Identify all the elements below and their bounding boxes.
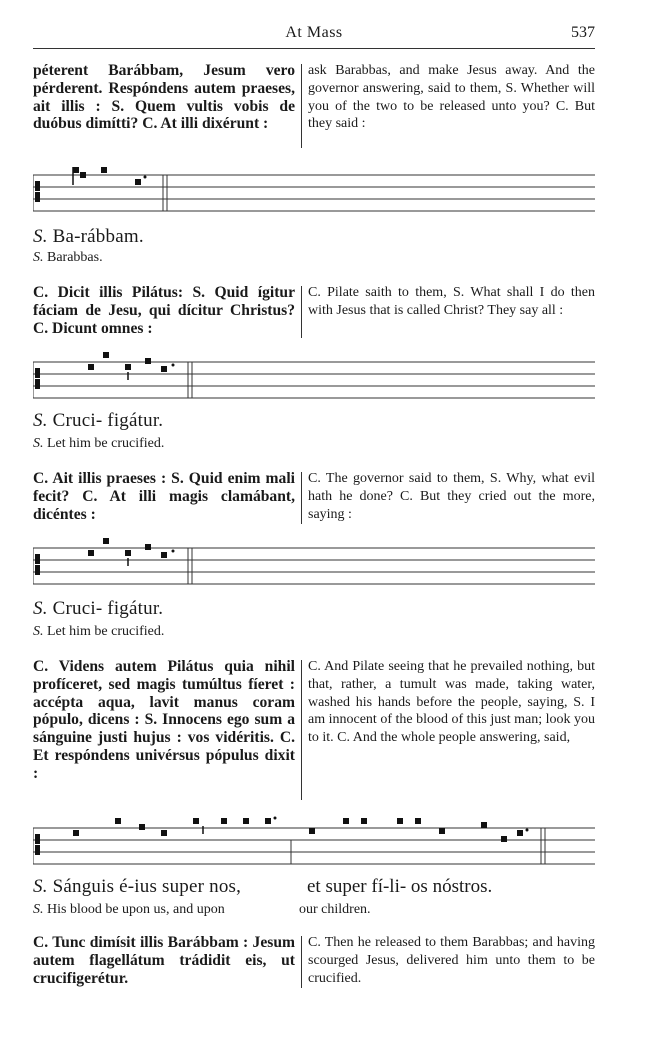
latin-text: C. Tunc dimísit illis Barábbam : Jesum autem flagellátum trádidit eis, ut crucifigerétur.: [33, 934, 295, 987]
page-header: [33, 22, 595, 49]
column-divider: [301, 936, 302, 988]
chant-translation-4: [33, 902, 225, 918]
latin-text: C. Dicit illis Pilátus: S. Quid ígitur fáciam de Jesu, qui dícitur Christus? C. Dicunt omnes :: [33, 284, 295, 337]
latin-column: [33, 284, 295, 337]
chant-translation-1: [33, 250, 103, 266]
english-column: [308, 470, 595, 523]
speaker-mark: S.: [33, 876, 48, 897]
sung-words: Cruci- figátur.: [52, 410, 164, 431]
chant-staff-1: [33, 165, 595, 215]
text-section-4: [33, 658, 595, 804]
chant-translation-4-continued: [299, 902, 371, 918]
translation-words: Barabbas.: [47, 250, 103, 265]
english-text: ask Barabbas, and make Jesus away. And the governor answering, said to them, S. Whether will you of the two to be released unto you? C. But they said :: [308, 63, 595, 132]
speaker-mark: S.: [33, 436, 44, 451]
chant-staff-2: [33, 350, 595, 402]
latin-column: [33, 658, 295, 783]
chant-translation-2: [33, 436, 164, 452]
speaker-mark: S.: [33, 624, 44, 639]
english-column: [308, 284, 595, 320]
running-title: At Mass: [285, 24, 343, 41]
column-divider: [301, 64, 302, 148]
latin-text: C. Videns autem Pilátus quia nihil profíceret, sed magis tumúltus fíeret : accépta aqua, lavit manus coram pópulo, dicens : S. Innocens ego sum a sánguine justi hujus : vos vidéritis. C. Et respóndens univérsus pópulus dixit :: [33, 658, 295, 782]
sung-words: Cruci- figátur.: [52, 598, 164, 619]
text-section-5: [33, 934, 595, 990]
english-text: C. Pilate saith to them, S. What shall I do then with Jesus that is called Christ? They say all :: [308, 285, 595, 318]
english-column: [308, 62, 595, 133]
chant-text-2: [33, 410, 163, 432]
speaker-mark: S.: [33, 902, 44, 917]
sung-words: et super fí-li- os nóstros.: [307, 876, 493, 897]
speaker-mark: S.: [33, 250, 44, 265]
column-divider: [301, 660, 302, 800]
english-text: C. The governor said to them, S. Why, what evil hath he done? C. But they cried out the more, saying :: [308, 471, 595, 522]
speaker-mark: S.: [33, 226, 48, 247]
chant-text-3: [33, 598, 163, 620]
latin-column: [33, 470, 295, 523]
latin-text: péterent Barábbam, Jesum vero pérderent. Respóndens autem praeses, ait illis : S. Quem vultis vobis de duóbus dimítti? C. At illi dixérunt :: [33, 62, 295, 133]
column-divider: [301, 472, 302, 524]
english-column: [308, 934, 595, 987]
text-section-1: [33, 62, 595, 152]
sung-words: Sánguis é-ius super nos,: [52, 876, 242, 897]
translation-words: our children.: [299, 902, 371, 917]
text-section-3: [33, 470, 595, 526]
speaker-mark: S.: [33, 410, 48, 431]
latin-column: [33, 62, 295, 133]
latin-column: [33, 934, 295, 987]
chant-text-1: [33, 226, 144, 248]
text-section-2: [33, 284, 595, 340]
chant-staff-3: [33, 536, 595, 588]
translation-words: Let him be crucified.: [47, 436, 165, 451]
page-number: 537: [571, 24, 595, 41]
column-divider: [301, 286, 302, 338]
chant-staff-4: [33, 814, 595, 870]
english-column: [308, 658, 595, 747]
latin-text: C. Ait illis praeses : S. Quid enim mali fecit? C. At illi magis clamábant, dicéntes :: [33, 470, 295, 523]
speaker-mark: S.: [33, 598, 48, 619]
sung-words: Ba-rábbam.: [52, 226, 144, 247]
translation-words: Let him be crucified.: [47, 624, 165, 639]
chant-text-4: [33, 876, 241, 898]
english-text: C. Then he released to them Barabbas; and having scourged Jesus, delivered him unto them to be crucified.: [308, 935, 595, 986]
chant-text-4-continued: [307, 876, 492, 898]
chant-translation-3: [33, 624, 164, 640]
english-text: C. And Pilate seeing that he prevailed nothing, but that, rather, a tumult was made, taking water, washed his hands before the people, saying, S. I am innocent of the blood of this just man; look you to it. C. And the whole people answering, said,: [308, 659, 595, 746]
translation-words: His blood be upon us, and upon: [47, 902, 225, 917]
